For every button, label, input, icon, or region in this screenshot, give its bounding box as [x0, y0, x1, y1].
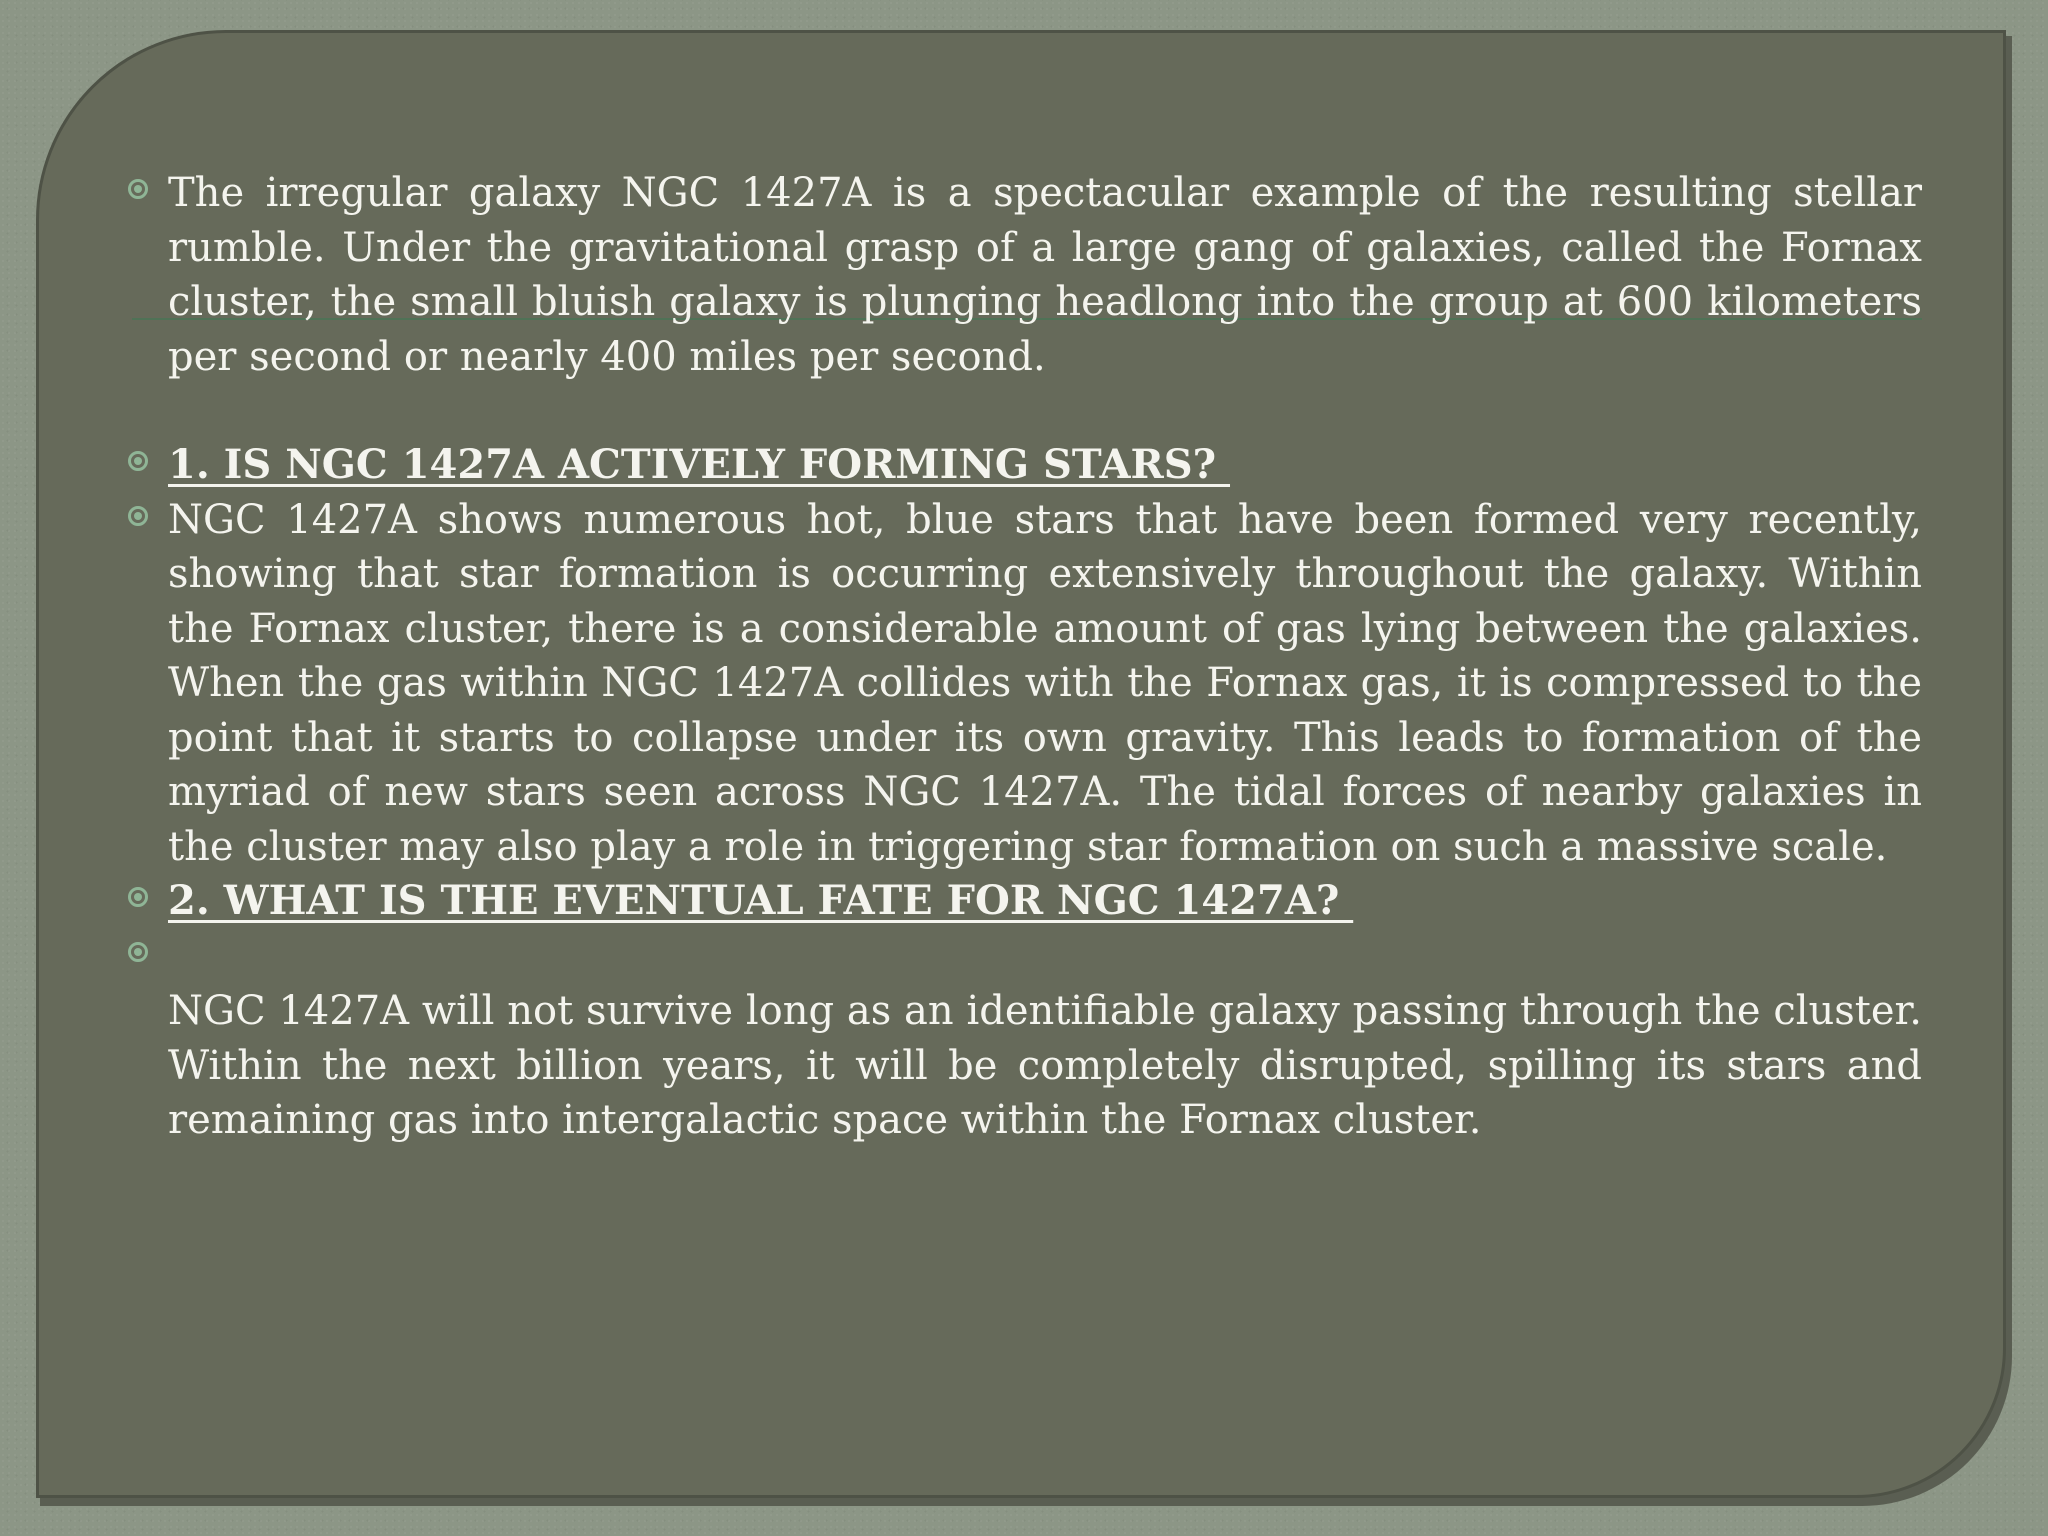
circle-bullet-icon [128, 942, 148, 962]
circle-bullet-icon [128, 887, 148, 907]
slide-content [128, 166, 1922, 1148]
section-heading-2: 2. WHAT IS THE EVENTUAL FATE FOR NGC 1427A? [168, 877, 1354, 924]
paragraph-gap [128, 384, 1922, 438]
intro-paragraph: The irregular galaxy NGC 1427A is a spectacular example of the resulting stellar rumble. Under the gravitational grasp of a large gang of galaxies, called the Fornax cluster, the small bluish galaxy is plunging headlong into the group at 600 kilometers per second or nearly 400 miles per second. [168, 170, 1922, 380]
star-formation-paragraph: NGC 1427A shows numerous hot, blue stars that have been formed very recently, showing that star formation is occurring extensively throughout the galaxy. Within the Fornax cluster, there is a considerable amount of gas lying between the galaxies. When the gas within NGC 1427A collides with the Fornax gas, it is compressed to the point that it starts to collapse under its own gravity. This leads to formation of the myriad of new stars seen across NGC 1427A. The tidal forces of nearby galaxies in the cluster may also play a role in triggering star formation on such a massive scale. [168, 496, 1922, 870]
bullet-item-heading-2 [128, 874, 1922, 929]
bullet-item-star-formation [128, 493, 1922, 875]
bullet-item-heading-1 [128, 438, 1922, 493]
bullet-item-intro [128, 166, 1922, 384]
empty-bullet-line [168, 929, 1922, 984]
fate-paragraph: NGC 1427A will not survive long as an identifiable galaxy passing through the cluster. Within the next billion years, it will be completely disrupted, spilling its stars and remaining gas into intergalactic space within the Fornax cluster. [168, 988, 1922, 1143]
bullet-item-empty [128, 929, 1922, 984]
circle-bullet-icon [128, 451, 148, 471]
circle-bullet-icon [128, 179, 148, 199]
section-heading-1: 1. IS NGC 1427A ACTIVELY FORMING STARS? [168, 441, 1231, 488]
circle-bullet-icon [128, 506, 148, 526]
